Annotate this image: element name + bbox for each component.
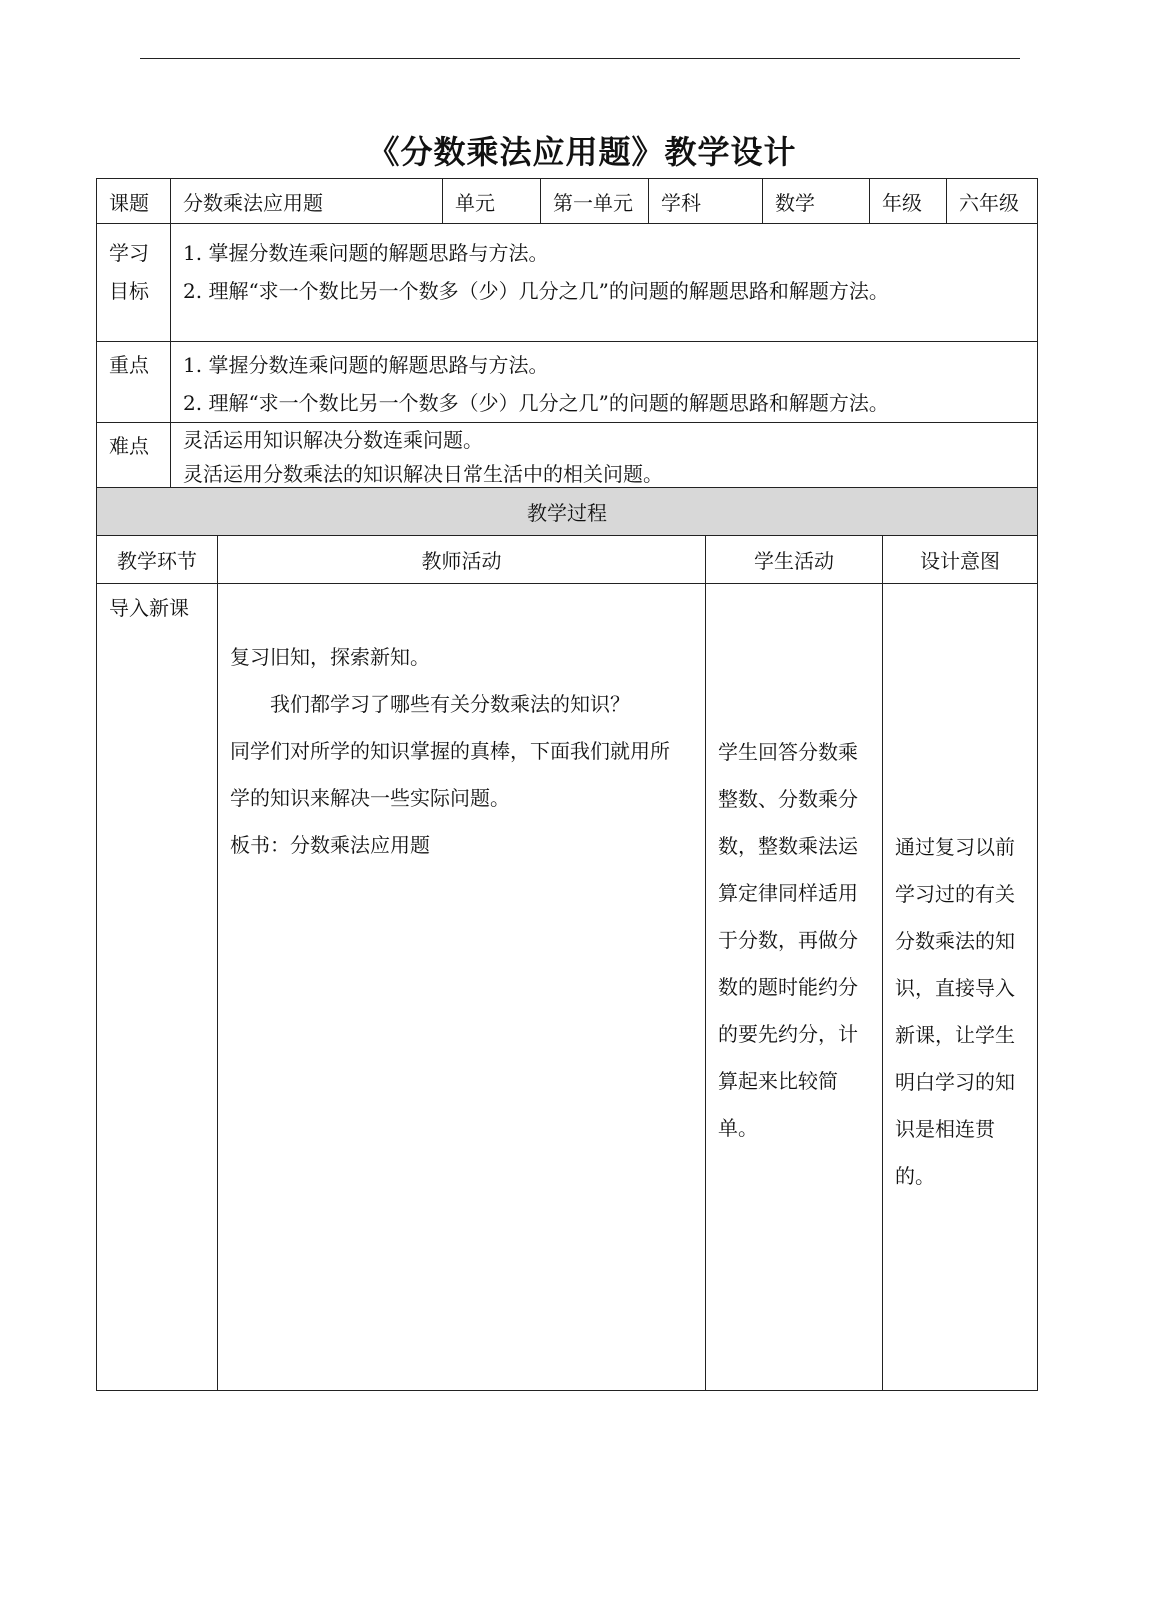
teacher-line: 复习旧知，探索新知。: [230, 645, 430, 669]
objectives-content: [171, 224, 1038, 342]
unit-value: 第一单元: [541, 179, 649, 224]
objectives-label: [97, 224, 171, 342]
stage-cell: 导入新课: [97, 584, 218, 1391]
teacher-line: 学的知识来解决一些实际问题。: [230, 786, 510, 810]
unit-label: 单元: [443, 179, 541, 224]
intent-line: 识是相连贯的。: [895, 1117, 995, 1188]
key-points-label: 重点: [97, 342, 171, 423]
header-intent: 设计意图: [883, 536, 1038, 584]
design-intent-cell: [883, 584, 1038, 1391]
teaching-process-table: [96, 487, 1038, 1391]
process-title: 教学过程: [97, 488, 1038, 536]
student-line: 的要先约分，计: [718, 1022, 858, 1046]
header-teacher: 教师活动: [218, 536, 706, 584]
student-line: 学生回答分数乘: [718, 740, 858, 764]
lesson-info-table: [96, 178, 1038, 492]
teacher-line: 我们都学习了哪些有关分数乘法的知识？: [270, 692, 630, 716]
topic-value: 分数乘法应用题: [171, 179, 443, 224]
teacher-line: 同学们对所学的知识掌握的真棒，下面我们就用所: [230, 739, 670, 763]
student-line: 数，整数乘法运: [718, 834, 858, 858]
student-activity-cell: [706, 584, 883, 1391]
teacher-activity-cell: [218, 584, 706, 1391]
intent-line: 明白学习的知: [895, 1070, 1015, 1094]
objectives-label-line1: 学习: [109, 241, 149, 265]
objectives-label-line2: 目标: [109, 279, 149, 303]
header-student: 学生活动: [706, 536, 883, 584]
grade-label: 年级: [870, 179, 947, 224]
objective-item: 1. 掌握分数连乘问题的解题思路与方法。: [183, 241, 549, 265]
difficulties-content: [171, 423, 1038, 492]
difficulty-item: 灵活运用知识解决分数连乘问题。: [183, 428, 483, 452]
intent-line: 通过复习以前: [895, 835, 1015, 859]
intent-line: 识，直接导入: [895, 976, 1015, 1000]
student-line: 算定律同样适用: [718, 881, 858, 905]
grade-value: 六年级: [947, 179, 1038, 224]
topic-label: 课题: [97, 179, 171, 224]
student-line: 于分数，再做分: [718, 928, 858, 952]
difficulty-item: 灵活运用分数乘法的知识解决日常生活中的相关问题。: [183, 462, 663, 486]
intent-line: 学习过的有关: [895, 882, 1015, 906]
page-title: 《分数乘法应用题》教学设计: [367, 133, 797, 171]
objective-item: 2. 理解“求一个数比另一个数多（少）几分之几”的问题的解题思路和解题方法。: [183, 279, 889, 303]
subject-value: 数学: [763, 179, 870, 224]
student-line: 整数、分数乘分: [718, 787, 858, 811]
key-point-item: 2. 理解“求一个数比另一个数多（少）几分之几”的问题的解题思路和解题方法。: [183, 391, 889, 415]
intent-line: 分数乘法的知: [895, 929, 1015, 953]
subject-label: 学科: [649, 179, 763, 224]
student-line: 数的题时能约分: [718, 975, 858, 999]
key-point-item: 1. 掌握分数连乘问题的解题思路与方法。: [183, 353, 549, 377]
difficulties-label: 难点: [97, 423, 171, 492]
header-stage: 教学环节: [97, 536, 218, 584]
teacher-line: 板书：分数乘法应用题: [230, 833, 430, 857]
key-points-content: [171, 342, 1038, 423]
intent-line: 新课，让学生: [895, 1023, 1015, 1047]
header-rule: [140, 58, 1020, 59]
student-line: 算起来比较简单。: [718, 1069, 838, 1140]
